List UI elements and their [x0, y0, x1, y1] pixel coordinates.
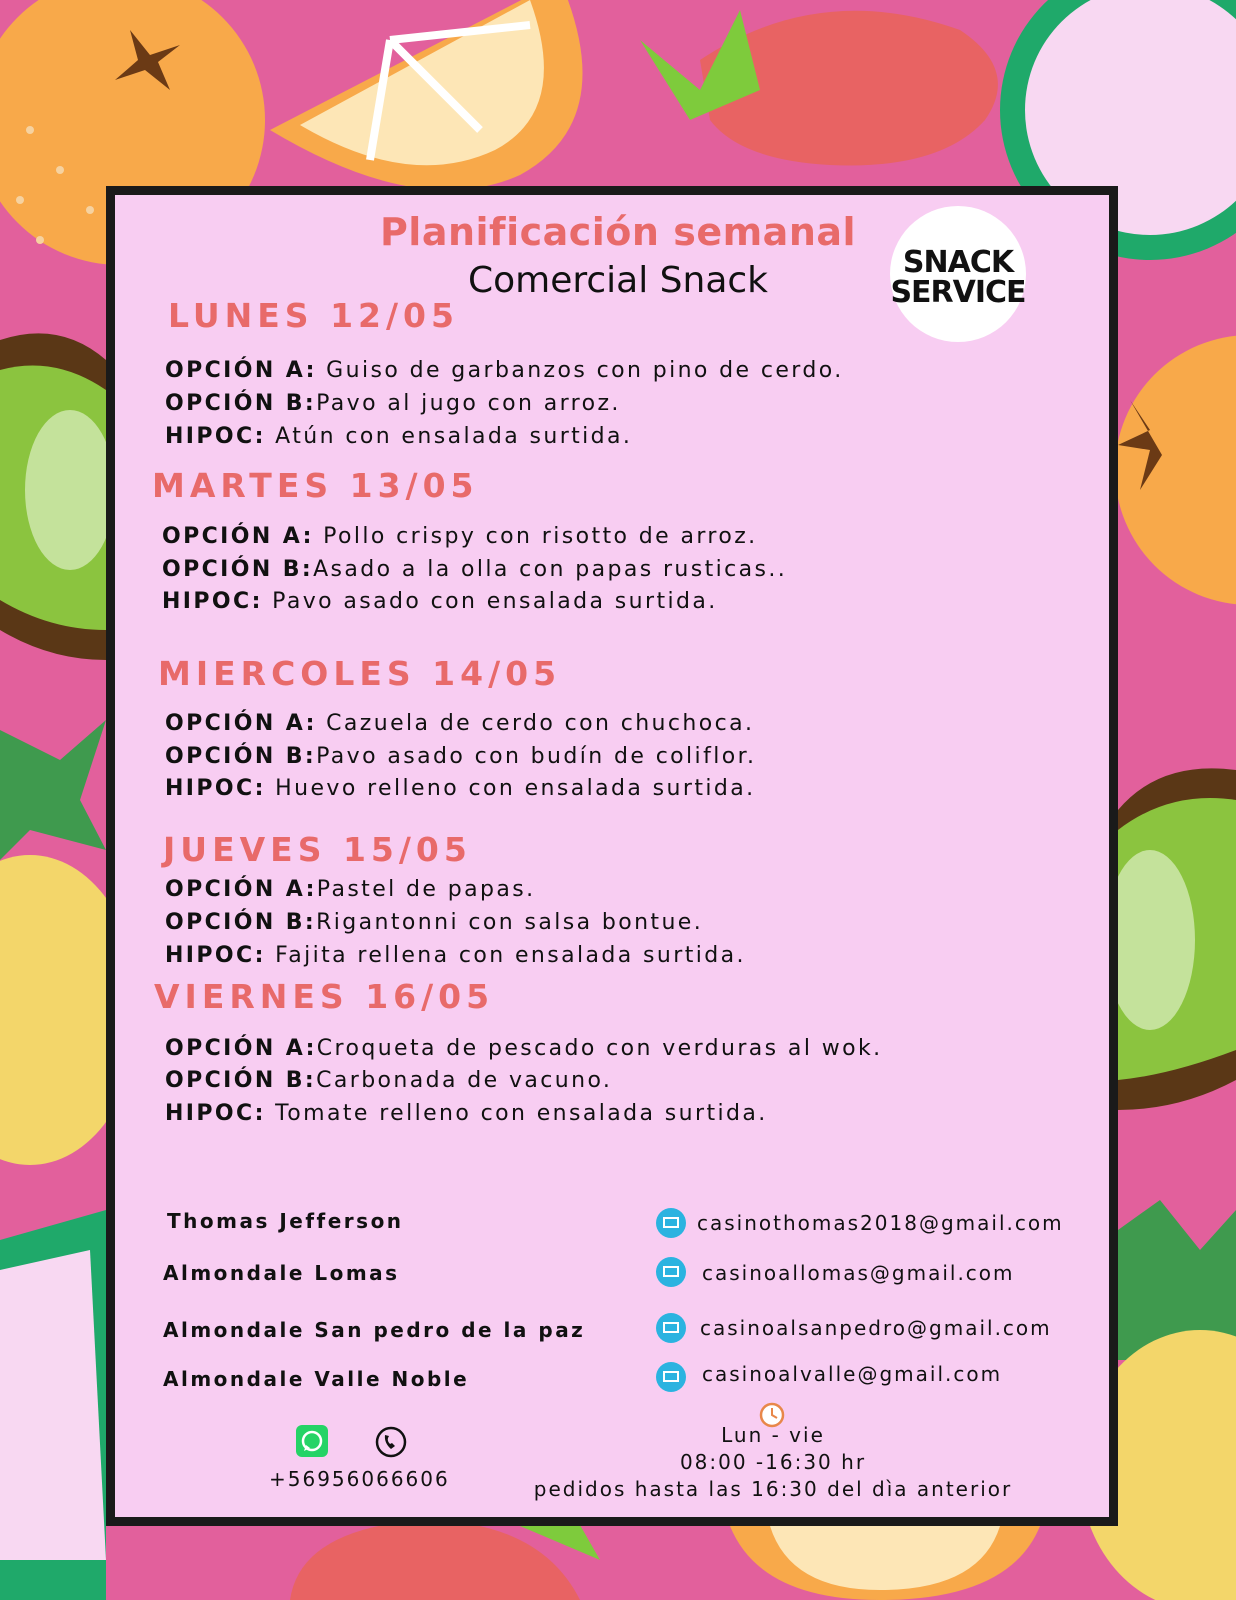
snack-service-logo [890, 206, 1026, 342]
menu-option: OPCIÓN B:Pavo al jugo con arroz. [165, 391, 621, 416]
email-icon [656, 1208, 686, 1238]
email-link[interactable]: casinoallomas@gmail.com [702, 1261, 1015, 1285]
menu-option: OPCIÓN A:Pastel de papas. [165, 877, 536, 902]
email-icon [656, 1257, 686, 1287]
pineapple-leaves-icon [0, 720, 106, 860]
menu-option: OPCIÓN A: Cazuela de cerdo con chuchoca. [165, 711, 755, 736]
menu-option: HIPOC: Fajita rellena con ensalada surtida. [165, 943, 746, 968]
day-heading: VIERNES 16/05 [154, 977, 495, 1016]
email-icon [656, 1313, 686, 1343]
email-icon [656, 1362, 686, 1392]
day-heading: JUEVES 15/05 [163, 830, 472, 869]
menu-option: OPCIÓN B:Rigantonni con salsa bontue. [165, 910, 704, 935]
location-name: Almondale San pedro de la paz [163, 1318, 586, 1342]
menu-option: OPCIÓN B:Carbonada de vacuno. [165, 1068, 613, 1093]
menu-option: HIPOC: Pavo asado con ensalada surtida. [162, 589, 718, 614]
email-link[interactable]: casinoalvalle@gmail.com [702, 1362, 1003, 1386]
phone-number[interactable]: +56956066606 [269, 1467, 450, 1491]
hours-note: pedidos hasta las 16:30 del dìa anterior [533, 1477, 1013, 1501]
email-link[interactable]: casinoalsanpedro@gmail.com [700, 1316, 1052, 1340]
menu-option: OPCIÓN B:Pavo asado con budín de coliflor. [165, 744, 757, 769]
hours-time: 08:00 -16:30 hr [679, 1450, 867, 1474]
location-name: Almondale Valle Noble [163, 1367, 470, 1391]
menu-option: OPCIÓN A: Pollo crispy con risotto de arroz. [162, 524, 758, 549]
day-heading: MIERCOLES 14/05 [158, 654, 562, 693]
phone-icon[interactable] [374, 1425, 408, 1459]
hours-days: Lun - vie [721, 1423, 825, 1447]
email-link[interactable]: casinothomas2018@gmail.com [697, 1211, 1064, 1235]
day-heading: LUNES 12/05 [168, 296, 459, 335]
page-subtitle: Comercial Snack [467, 260, 769, 301]
day-heading: MARTES 13/05 [152, 466, 479, 505]
menu-option: HIPOC: Tomate relleno con ensalada surtida. [165, 1101, 768, 1126]
menu-option: OPCIÓN A:Croqueta de pescado con verduras al wok. [165, 1036, 883, 1061]
orange-right-icon [1115, 335, 1236, 605]
menu-option: OPCIÓN B:Asado a la olla con papas rusticas.. [162, 557, 788, 582]
menu-option: OPCIÓN A: Guiso de garbanzos con pino de cerdo. [165, 358, 844, 383]
page-title: Planificación semanal [379, 210, 857, 254]
logo-line-1: SNACK [902, 245, 1014, 280]
menu-option: HIPOC: Huevo relleno con ensalada surtida. [165, 776, 756, 801]
logo-line-2: SERVICE [890, 275, 1026, 310]
whatsapp-icon[interactable] [296, 1425, 328, 1457]
menu-option: HIPOC: Atún con ensalada surtida. [165, 424, 633, 449]
location-name: Almondale Lomas [163, 1261, 400, 1285]
location-name: Thomas Jefferson [167, 1209, 404, 1233]
